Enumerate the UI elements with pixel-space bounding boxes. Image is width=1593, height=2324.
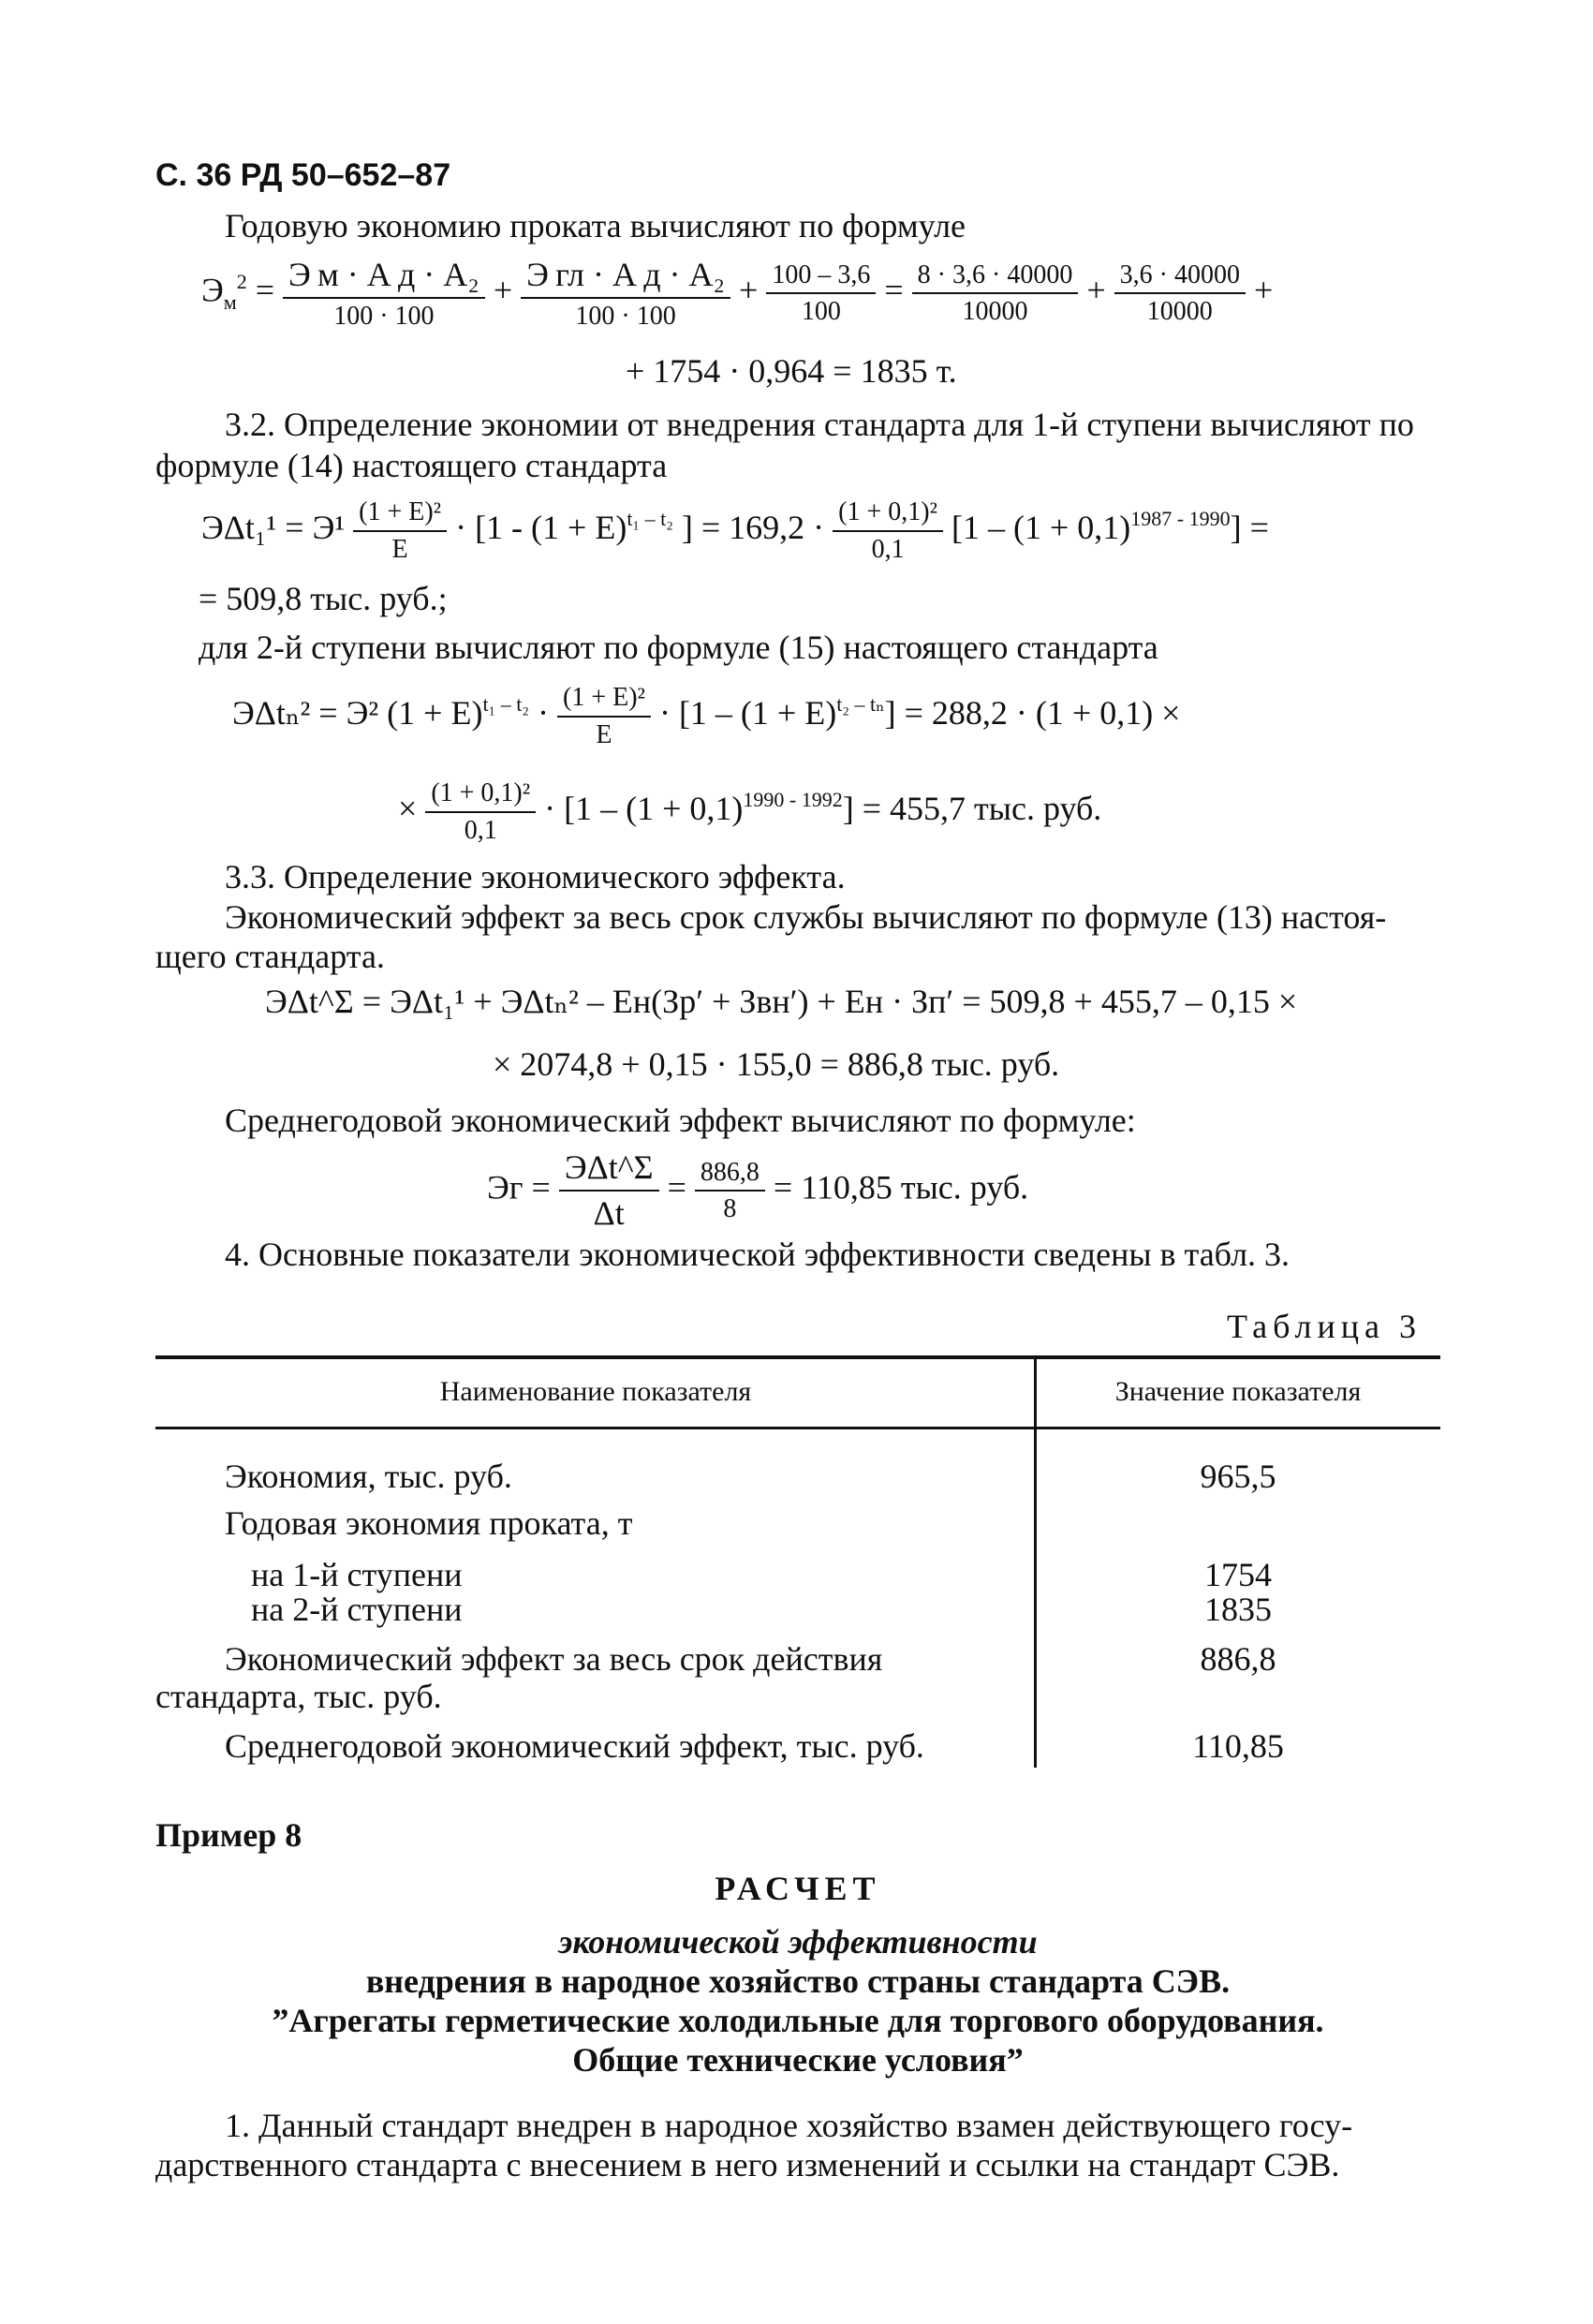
f3-dot: · — [538, 693, 550, 732]
f3-part4: · [1 – (1 + 0,1) — [544, 789, 744, 827]
f2-result: = 509,8 тыс. руб.; — [199, 580, 448, 617]
f3-part5: ] = 455,7 тыс. руб. — [842, 789, 1102, 827]
calc-subtitle-1: экономической эффективности — [558, 1923, 1038, 1961]
table-row-value: 1754 — [1204, 1556, 1272, 1593]
page-header: С. 36 РД 50–652–87 — [155, 157, 451, 193]
paragraph-avg: Среднегодовой экономический эффект вычисляют по формуле: — [225, 1102, 1136, 1139]
formula-total-effect: ЭΔt^Σ = ЭΔt₁¹ + ЭΔtₙ² – Eн(Зр′ + Звн′) + Eн · Зп′ = 509,8 + 455,7 – 0,15 × — [265, 983, 1298, 1020]
f2-part3: ] = 169,2 · — [681, 508, 825, 546]
f2-lhs: ЭΔt₁¹ — [201, 508, 277, 546]
f1-fraction-5: $\frac{3,6 \cdot 40000}{10000}$ — [1114, 259, 1246, 328]
f1-lhs: Э — [201, 271, 224, 309]
f2-part5: ] = — [1230, 508, 1269, 546]
f1-fraction-1: $\frac{\text{Э м · А д · А₂}}{100 \cdot 100}$ — [283, 255, 485, 333]
paragraph-final-1: 1. Данный стандарт внедрен в народное хозяйство взамен действующего госу- — [225, 2107, 1353, 2144]
f1-eq-2: = — [884, 271, 904, 309]
f1-lhs-sub: м — [223, 289, 237, 314]
paragraph-3-3: 3.3. Определение экономического эффекта. — [225, 858, 846, 896]
f2-part4: [1 – (1 + 0,1) — [951, 508, 1131, 546]
f2-part1: = Э¹ — [285, 508, 346, 546]
paragraph-final-2: дарственного стандарта с внесением в него изменений и ссылки на стандарт СЭВ. — [155, 2146, 1340, 2183]
table-row-name: Экономический эффект за весь срок действия — [225, 1640, 883, 1678]
table-header-value: Значение показателя — [1114, 1376, 1362, 1407]
table-row-value: 1835 — [1204, 1591, 1272, 1628]
paragraph-4: 4. Основные показатели экономической эффективности сведены в табл. 3. — [225, 1236, 1291, 1273]
f3-exp2: t₂ – tₙ — [836, 691, 885, 716]
f1-plus-2: + — [739, 271, 759, 309]
f3-exp: t₁ – t₂ — [482, 691, 530, 716]
f5-lhs: Эг = — [487, 1168, 551, 1206]
f2-part2: · [1 - (1 + E) — [455, 508, 627, 546]
example-label: Пример 8 — [155, 1816, 302, 1854]
f3-x: × — [398, 789, 418, 827]
f3-lhs: ЭΔtₙ² — [232, 693, 311, 732]
f5-fraction-2: $\frac{886,8}{8}$ — [695, 1157, 765, 1225]
table-row-value: 965,5 — [1200, 1458, 1276, 1495]
f3-part3: ] = 288,2 · (1 + 0,1) × — [884, 693, 1181, 732]
f5-result: = 110,85 тыс. руб. — [773, 1168, 1029, 1206]
formula-stage2-cont — [398, 777, 1101, 846]
paragraph-3-2: 3.2. Определение экономии от внедрения стандарта для 1-й ступени вычисляют по — [225, 406, 1414, 443]
paragraph-effect: Экономический эффект за весь срок службы вычисляют по формуле (13) настоя- — [225, 898, 1387, 936]
table-row-name: на 2-й ступени — [251, 1591, 463, 1628]
table-header-rule — [155, 1427, 1440, 1429]
table-top-rule — [155, 1355, 1440, 1359]
f3-fraction-1: $\frac{\text{(1 + E)²}}{E}$ — [557, 682, 651, 750]
f5-eq: = — [667, 1168, 686, 1206]
table-header-name: Наименование показателя — [439, 1376, 752, 1407]
paragraph-effect2: щего стандарта. — [155, 938, 385, 975]
table-row-name: Годовая экономия проката, т — [225, 1504, 633, 1542]
table-row-name: Экономия, тыс. руб. — [225, 1458, 512, 1495]
f1-fraction-3: $\frac{100 - 3,6}{100}$ — [766, 259, 876, 328]
table-row-name: Среднегодовой экономический эффект, тыс. руб. — [225, 1727, 924, 1765]
f1-fraction-4: $\frac{8 \cdot 3,6 \cdot 40000}{10000}$ — [912, 259, 1079, 328]
table-row-name: на 1-й ступени — [251, 1556, 463, 1593]
f1-plus-4: + — [1253, 271, 1274, 309]
f5-fraction-1: $\frac{\text{ЭΔt\textasciicircum{}Σ}}{\Delta t}$ — [559, 1147, 659, 1234]
f1-tail: + 1754 · 0,964 = 1835 т. — [626, 352, 957, 390]
f1-plus-1: + — [493, 271, 513, 309]
f1-lhs-sup: 2 — [236, 269, 247, 293]
paragraph-stage2: для 2-й ступени вычисляют по формуле (15) настоящего стандарта — [199, 629, 1158, 666]
paragraph-annual: Годовую экономию проката вычисляют по формуле — [225, 207, 966, 244]
table-row-value: 110,85 — [1192, 1727, 1284, 1765]
formula-annual-economy — [201, 255, 1273, 333]
f3-exp3: 1990 - 1992 — [743, 787, 843, 811]
calc-subtitle-2: внедрения в народное хозяйство страны стандарта СЭВ. — [365, 1962, 1231, 2000]
calc-title: РАСЧЕТ — [715, 1870, 881, 1907]
calc-subtitle-3: ”Агрегаты герметические холодильные для торгового оборудования. — [272, 2002, 1324, 2039]
table-row-value: 886,8 — [1200, 1640, 1276, 1678]
f1-eq: = — [255, 271, 274, 309]
f2-fraction-2: $\frac{\text{(1 + 0,1)²}}{0,1}$ — [833, 496, 943, 565]
f2-exp: t₁ – t₂ — [627, 506, 673, 530]
f2-fraction-1: $\frac{\text{(1 + E)²}}{E}$ — [353, 496, 447, 565]
f3-part2: · [1 – (1 + E) — [658, 693, 837, 732]
paragraph-3-2b: формуле (14) настоящего стандарта — [155, 447, 668, 484]
formula-stage1 — [201, 496, 1269, 565]
formula-total-effect-cont: × 2074,8 + 0,15 · 155,0 = 886,8 тыс. руб. — [493, 1045, 1060, 1083]
f2-exp2: 1987 - 1990 — [1130, 506, 1231, 530]
f1-plus-3: + — [1086, 271, 1106, 309]
formula-avg-effect — [487, 1147, 1028, 1234]
f3-fraction-2: $\frac{\text{(1 + 0,1)²}}{0,1}$ — [425, 777, 536, 846]
f1-fraction-2: $\frac{\text{Э гл · А д · А₂}}{100 \cdot 100}$ — [521, 255, 730, 333]
formula-stage2 — [232, 682, 1181, 750]
table-caption: Таблица 3 — [1227, 1308, 1422, 1345]
table-row-name: стандарта, тыс. руб. — [155, 1678, 442, 1715]
f3-part1: = Э² (1 + E) — [318, 693, 483, 732]
calc-subtitle-4: Общие технические условия” — [572, 2041, 1024, 2079]
